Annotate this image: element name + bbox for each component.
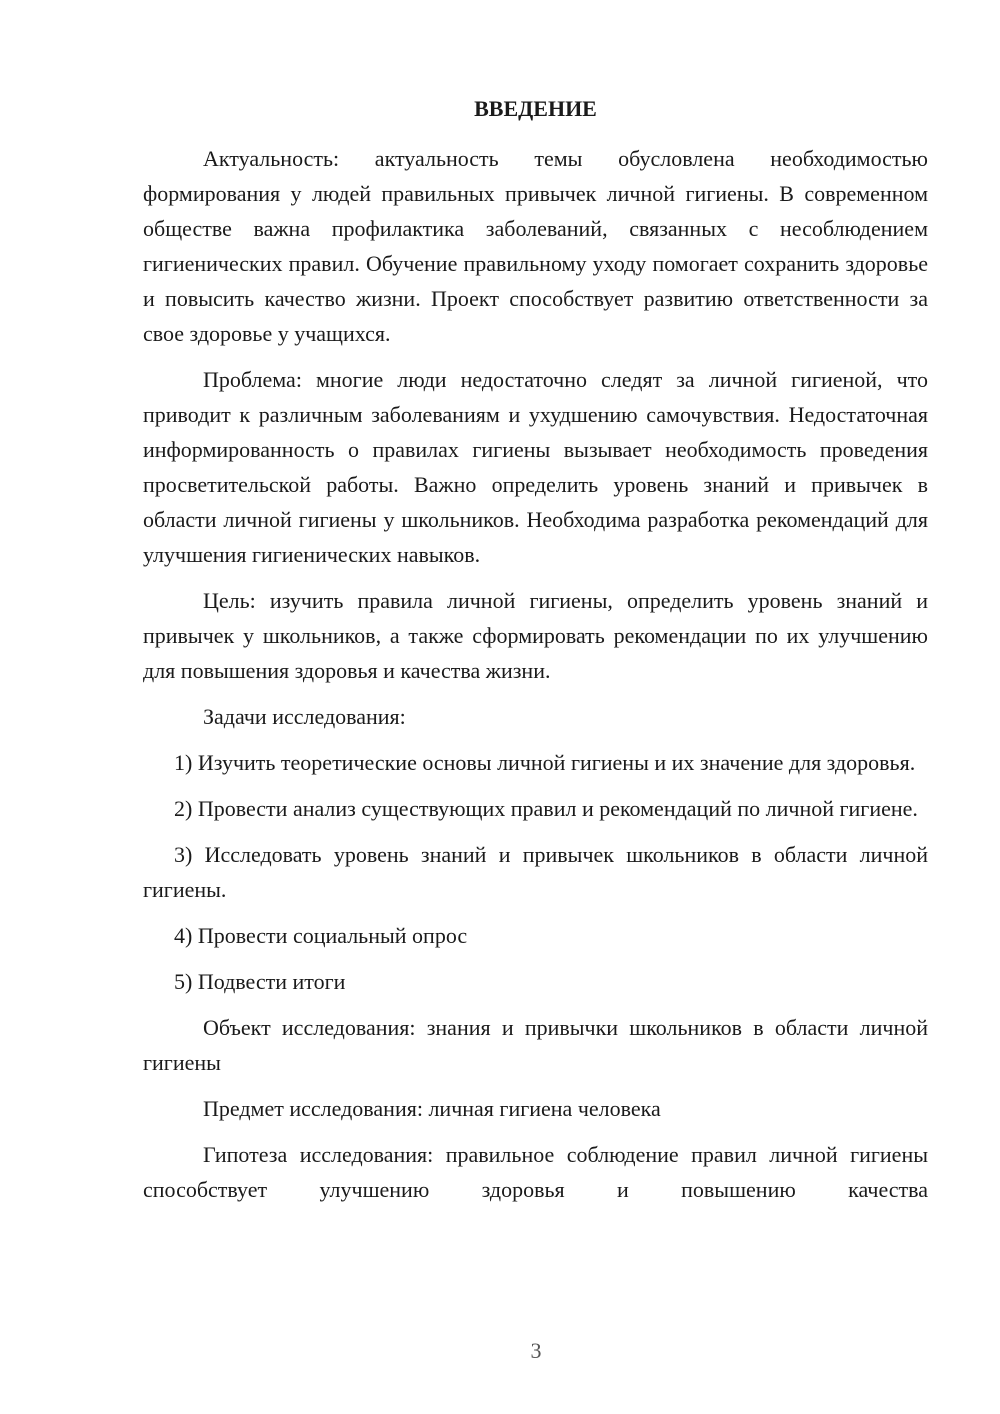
object-paragraph: Объект исследования: знания и привычки школьников в области личной гигиены — [143, 1015, 928, 1075]
task-item: 5) Подвести итоги — [174, 969, 346, 994]
task-item: 4) Провести социальный опрос — [174, 923, 468, 948]
page-title: ВВЕДЕНИЕ — [474, 96, 597, 121]
page-number: 3 — [530, 1338, 542, 1363]
hypothesis-paragraph: Гипотеза исследования: правильное соблюдение правил личной гигиены способствует улучшению здоровья и повышению качества — [143, 1142, 928, 1202]
document-body — [143, 90, 928, 1207]
task-item: 3) Исследовать уровень знаний и привычек школьников в области личной гигиены. — [143, 842, 928, 902]
goal-paragraph: Цель: изучить правила личной гигиены, определить уровень знаний и привычек у школьников, а также сформировать рекомендации по их улучшению для повышения здоровья и качества жизни. — [143, 588, 928, 683]
task-item: 1) Изучить теоретические основы личной гигиены и их значение для здоровья. — [174, 750, 916, 775]
problem-paragraph: Проблема: многие люди недостаточно следят за личной гигиеной, что приводит к различным заболеваниям и ухудшению самочувствия. Недостаточная информированность о правилах гигиены вызывает необходимость проведения просветительской работы. Важно определить уровень знаний и привычек в области личной гигиены у школьников. Необходима разработка рекомендаций для улучшения гигиенических навыков. — [143, 367, 928, 567]
tasks-heading: Задачи исследования: — [203, 704, 406, 729]
subject-paragraph: Предмет исследования: личная гигиена человека — [203, 1096, 661, 1121]
relevance-paragraph: Актуальность: актуальность темы обусловлена необходимостью формирования у людей правильных привычек личной гигиены. В современном обществе важна профилактика заболеваний, связанных с несоблюдением гигиенических правил. Обучение правильному уходу помогает сохранить здоровье и повысить качество жизни. Проект способствует развитию ответственности за свое здоровье у учащихся. — [143, 146, 928, 346]
task-item: 2) Провести анализ существующих правил и рекомендаций по личной гигиене. — [174, 796, 918, 821]
